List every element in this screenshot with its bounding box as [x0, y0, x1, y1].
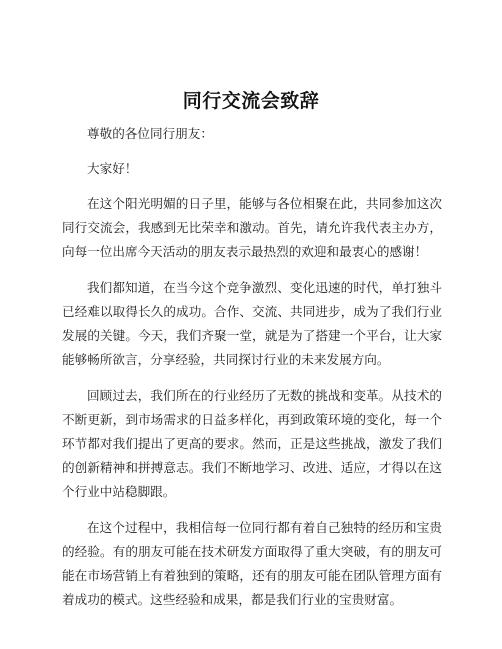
body-paragraph: 我们都知道，在当今这个竞争激烈、变化迅速的时代，单打独斗已经难以取得长久的成功。合作、交流、共同进步，成为了我们行业发展的关键。今天，我们齐聚一堂，就是为了搭建一个平台，让大家能够畅所欲言，分享经验，共同探讨行业的未来发展方向。: [62, 280, 442, 367]
salutation-paragraph: 尊敬的各位同行朋友：: [87, 126, 213, 141]
body-paragraph: 在这个过程中，我相信每一位同行都有着自己独特的经历和宝贵的经验。有的朋友可能在技术研发方面取得了重大突破，有的朋友可能在市场营销上有着独到的策略，还有的朋友可能在团队管理方面有着成功的模式。这些经验和成果，都是我们行业的宝贵财富。: [62, 520, 442, 607]
body-paragraph: 回顾过去，我们所在的行业经历了无数的挑战和变革。从技术的不断更新，到市场需求的日益多样化，再到政策环境的变化，每一个环节都对我们提出了更高的要求。然而，正是这些挑战，激发了我们的创新精神和拼搏意志。我们不断地学习、改进、适应，才得以在这个行业中站稳脚跟。: [62, 388, 442, 499]
document-body: [62, 122, 442, 624]
body-paragraph: 在这个阳光明媚的日子里，能够与各位相聚在此，共同参加这次同行交流会，我感到无比荣幸和激动。首先，请允许我代表主办方，向每一位出席今天活动的朋友表示最热烈的欢迎和最衷心的感谢！: [62, 196, 442, 259]
document-title: 同行交流会致辞: [182, 90, 320, 112]
greeting-paragraph: 大家好！: [87, 161, 138, 176]
